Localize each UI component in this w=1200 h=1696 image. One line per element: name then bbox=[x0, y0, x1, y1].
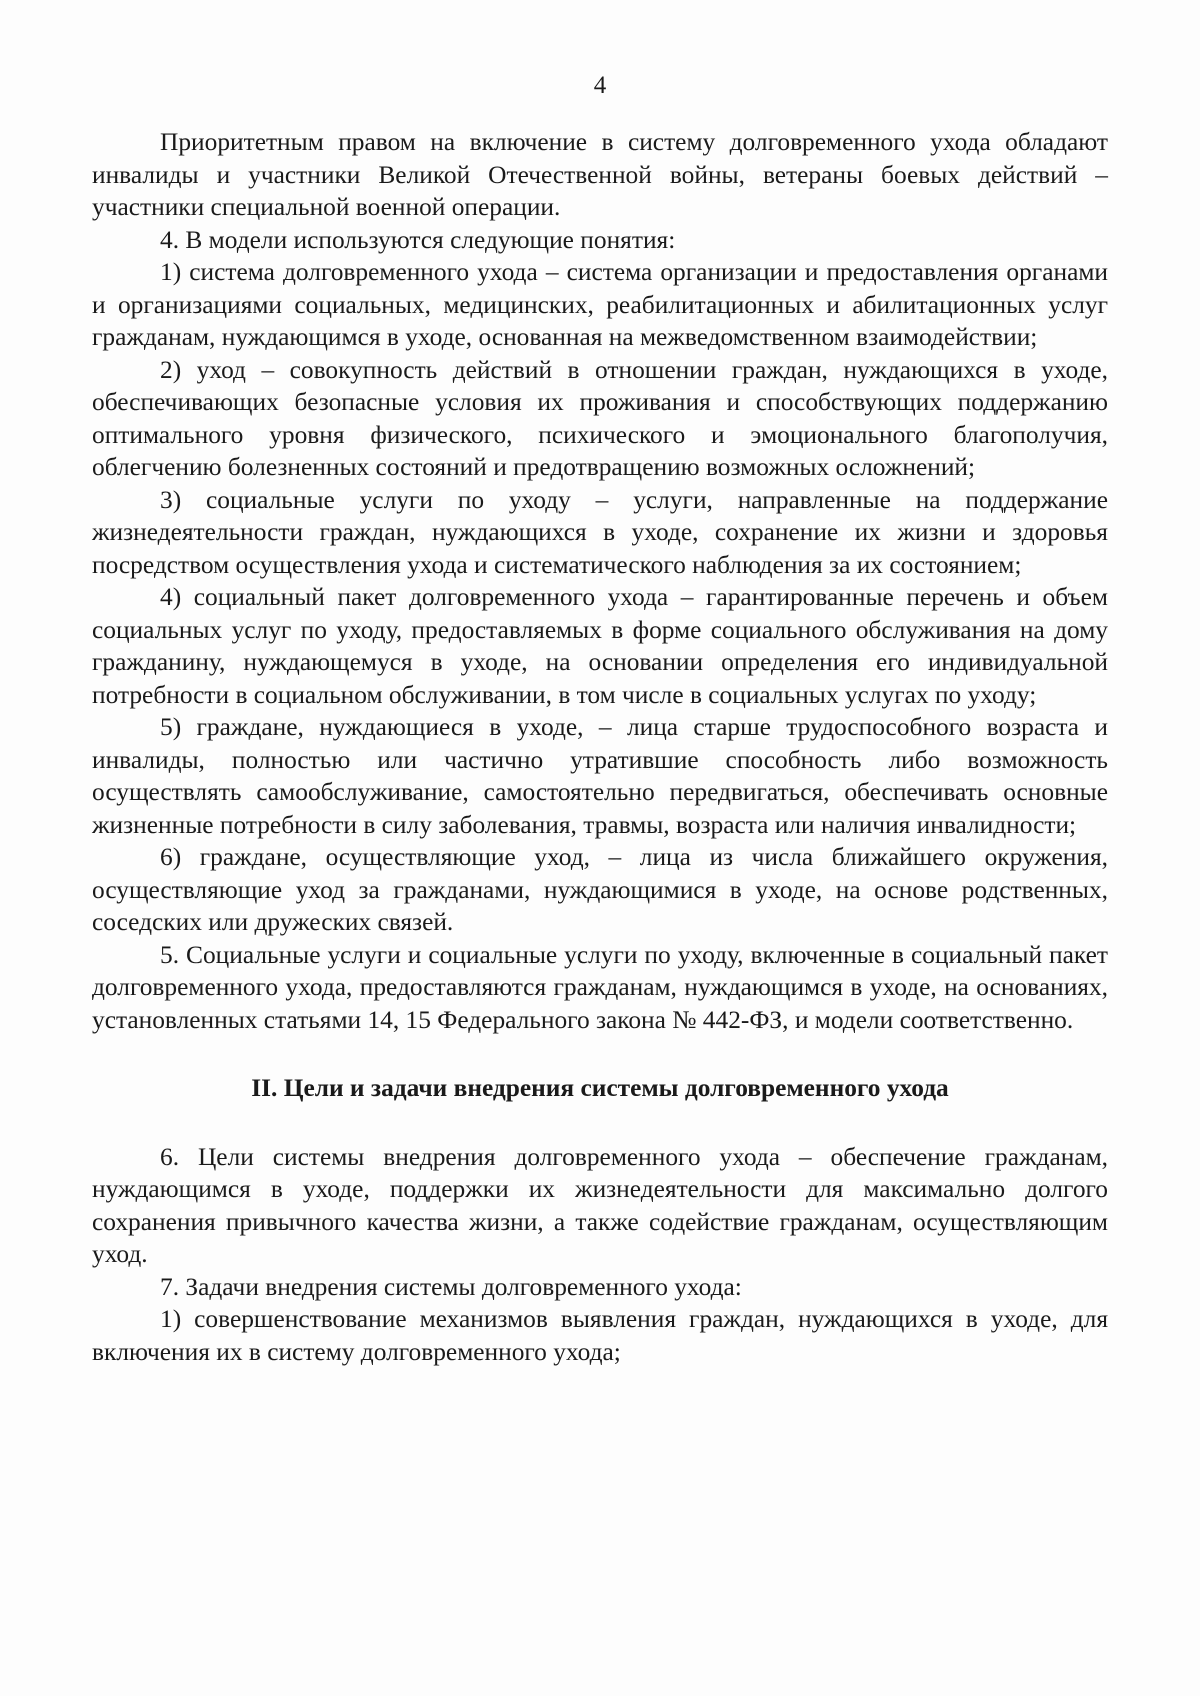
paragraph-priority-right: Приоритетным правом на включение в систему долговременного ухода обладают инвалиды и участники Великой Отечественной войны, ветераны боевых действий – участники специальной военной операции. bbox=[92, 128, 1108, 221]
paragraph-item-6: 6. Цели системы внедрения долговременного ухода – обеспечение гражданам, нуждающимся в уходе, поддержки их жизнедеятельности для максимально долгого сохранения привычного качества жизни, а также содействие гражданам, осуществляющим уход. bbox=[92, 1142, 1108, 1268]
definition-5: 5) граждане, нуждающиеся в уходе, – лица старше трудоспособного возраста и инвалиды, полностью или частично утратившие способность либо возможность осуществлять самообслуживание, самостоятельно передвигаться, обеспечивать основные жизненные потребности в силу заболевания, травмы, возраста или наличия инвалидности; bbox=[92, 713, 1108, 839]
definition-6: 6) граждане, осуществляющие уход, – лица из числа ближайшего окружения, осуществляющие уход за гражданами, нуждающимися в уходе, на основе родственных, соседских или дружеских связей. bbox=[92, 843, 1108, 936]
paragraph-item-4: 4. В модели используются следующие понятия: bbox=[160, 225, 676, 254]
paragraph-item-5: 5. Социальные услуги и социальные услуги по уходу, включенные в социальный пакет долговременного ухода, предоставляются гражданам, нуждающимся в уходе, на основаниях, установленных статьями 14, 15 Федерального закона № 442-ФЗ, и модели соответственно. bbox=[92, 940, 1108, 1034]
definition-3: 3) социальные услуги по уходу – услуги, направленные на поддержание жизнедеятельности граждан, нуждающихся в уходе, сохранение их жизни и здоровья посредством осуществления ухода и систематического наблюдения за их состоянием; bbox=[92, 485, 1108, 579]
section-heading: II. Цели и задачи внедрения системы долговременного ухода bbox=[251, 1074, 949, 1102]
definition-1: 1) система долговременного ухода – система организации и предоставления органами и организациями социальных, медицинских, реабилитационных и абилитационных услуг гражданам, нуждающимся в уходе, основанная на межведомственном взаимодействии; bbox=[92, 258, 1108, 351]
page-number: 4 bbox=[593, 72, 607, 99]
paragraph-item-7: 7. Задачи внедрения системы долговременного ухода: bbox=[160, 1272, 742, 1301]
definition-4: 4) социальный пакет долговременного ухода – гарантированные перечень и объем социальных услуг по уходу, предоставляемых в форме социального обслуживания на дому гражданину, нуждающемуся в уходе, на основании определения его индивидуальной потребности в социальном обслуживании, в том числе в социальных услугах по уходу; bbox=[92, 583, 1108, 709]
task-1: 1) совершенствование механизмов выявления граждан, нуждающихся в уходе, для включения их в систему долговременного ухода; bbox=[92, 1305, 1108, 1366]
definition-2: 2) уход – совокупность действий в отношении граждан, нуждающихся в уходе, обеспечивающих безопасные условия их проживания и способствующих поддержанию оптимального уровня физического, психического и эмоционального благополучия, облегчению болезненных состояний и предотвращению возможных осложнений; bbox=[92, 355, 1108, 481]
document-body bbox=[92, 126, 1108, 1368]
